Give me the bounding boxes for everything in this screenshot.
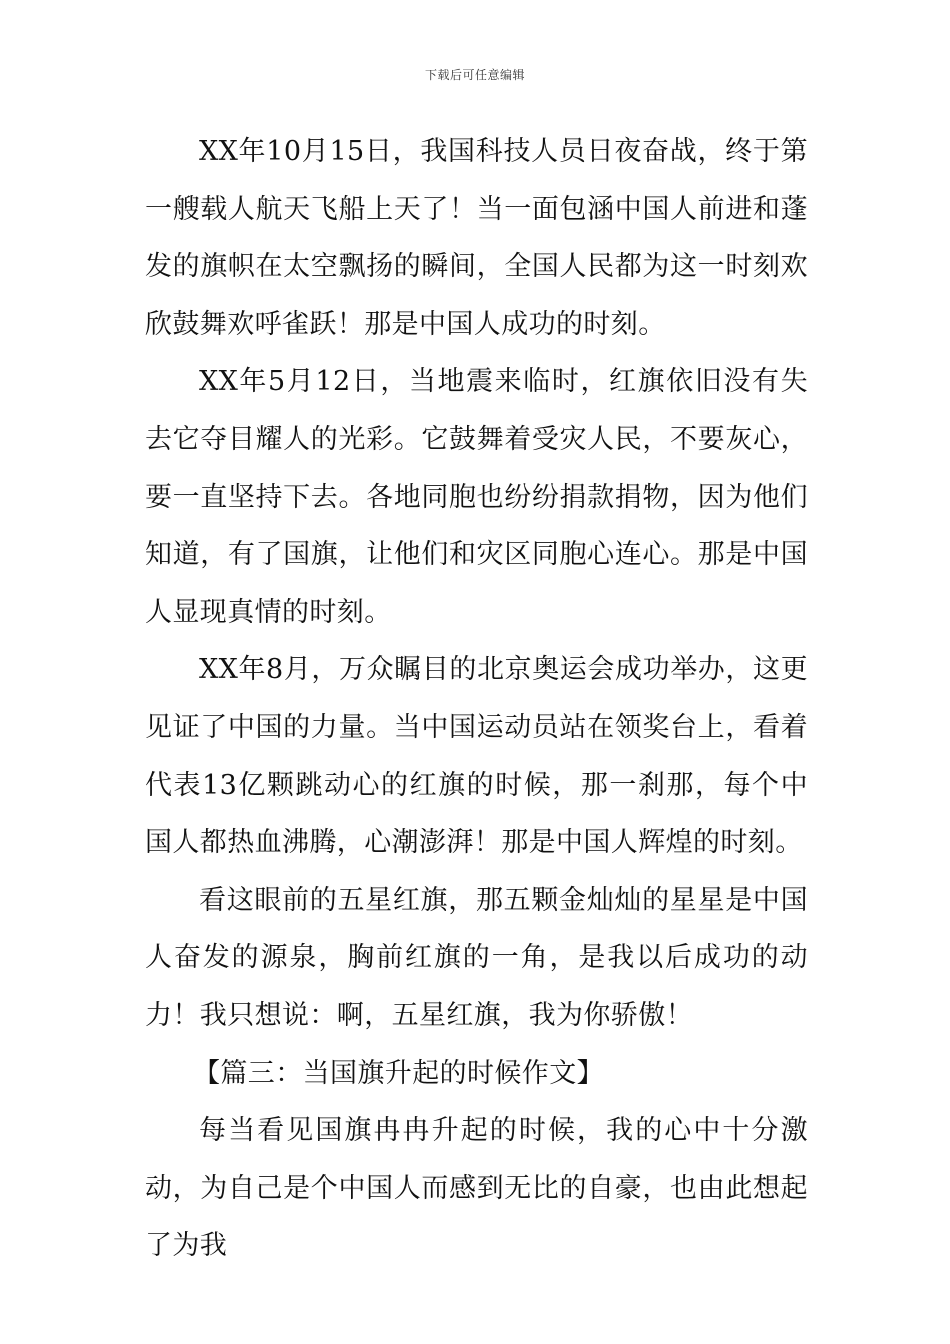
paragraph: XX年8月，万众瞩目的北京奥运会成功举办，这更见证了中国的力量。当中国运动员站在领奖台上，看着代表13亿颗跳动心的红旗的时候，那一刹那，每个中国人都热血沸腾，心潮澎湃！那是中国人辉煌的时刻。 (145, 654, 808, 859)
paragraph: 看这眼前的五星红旗，那五颗金灿灿的星星是中国人奋发的源泉，胸前红旗的一角，是我以后成功的动力！我只想说：啊，五星红旗，我为你骄傲！ (145, 884, 808, 1031)
paragraph: XX年5月12日，当地震来临时，红旗依旧没有失去它夺目耀人的光彩。它鼓舞着受灾人民，不要灰心，要一直坚持下去。各地同胞也纷纷捐款捐物，因为他们知道，有了国旗，让他们和灾区同胞心连心。那是中国人显现真情的时刻。 (145, 366, 808, 628)
section-heading: 【篇三：当国旗升起的时候作文】 (193, 1057, 604, 1089)
page-header: 下载后可任意编辑 (424, 68, 525, 82)
paragraph: 每当看见国旗冉冉升起的时候，我的心中十分激动，为自己是个中国人而感到无比的自豪，也由此想起了为我 (145, 1115, 808, 1262)
document-body (145, 123, 808, 1275)
paragraph: XX年10月15日，我国科技人员日夜奋战，终于第一艘载人航天飞船上天了！当一面包涵中国人前进和蓬发的旗帜在太空飘扬的瞬间，全国人民都为这一时刻欢欣鼓舞欢呼雀跃！那是中国人成功的时刻。 (145, 136, 808, 340)
